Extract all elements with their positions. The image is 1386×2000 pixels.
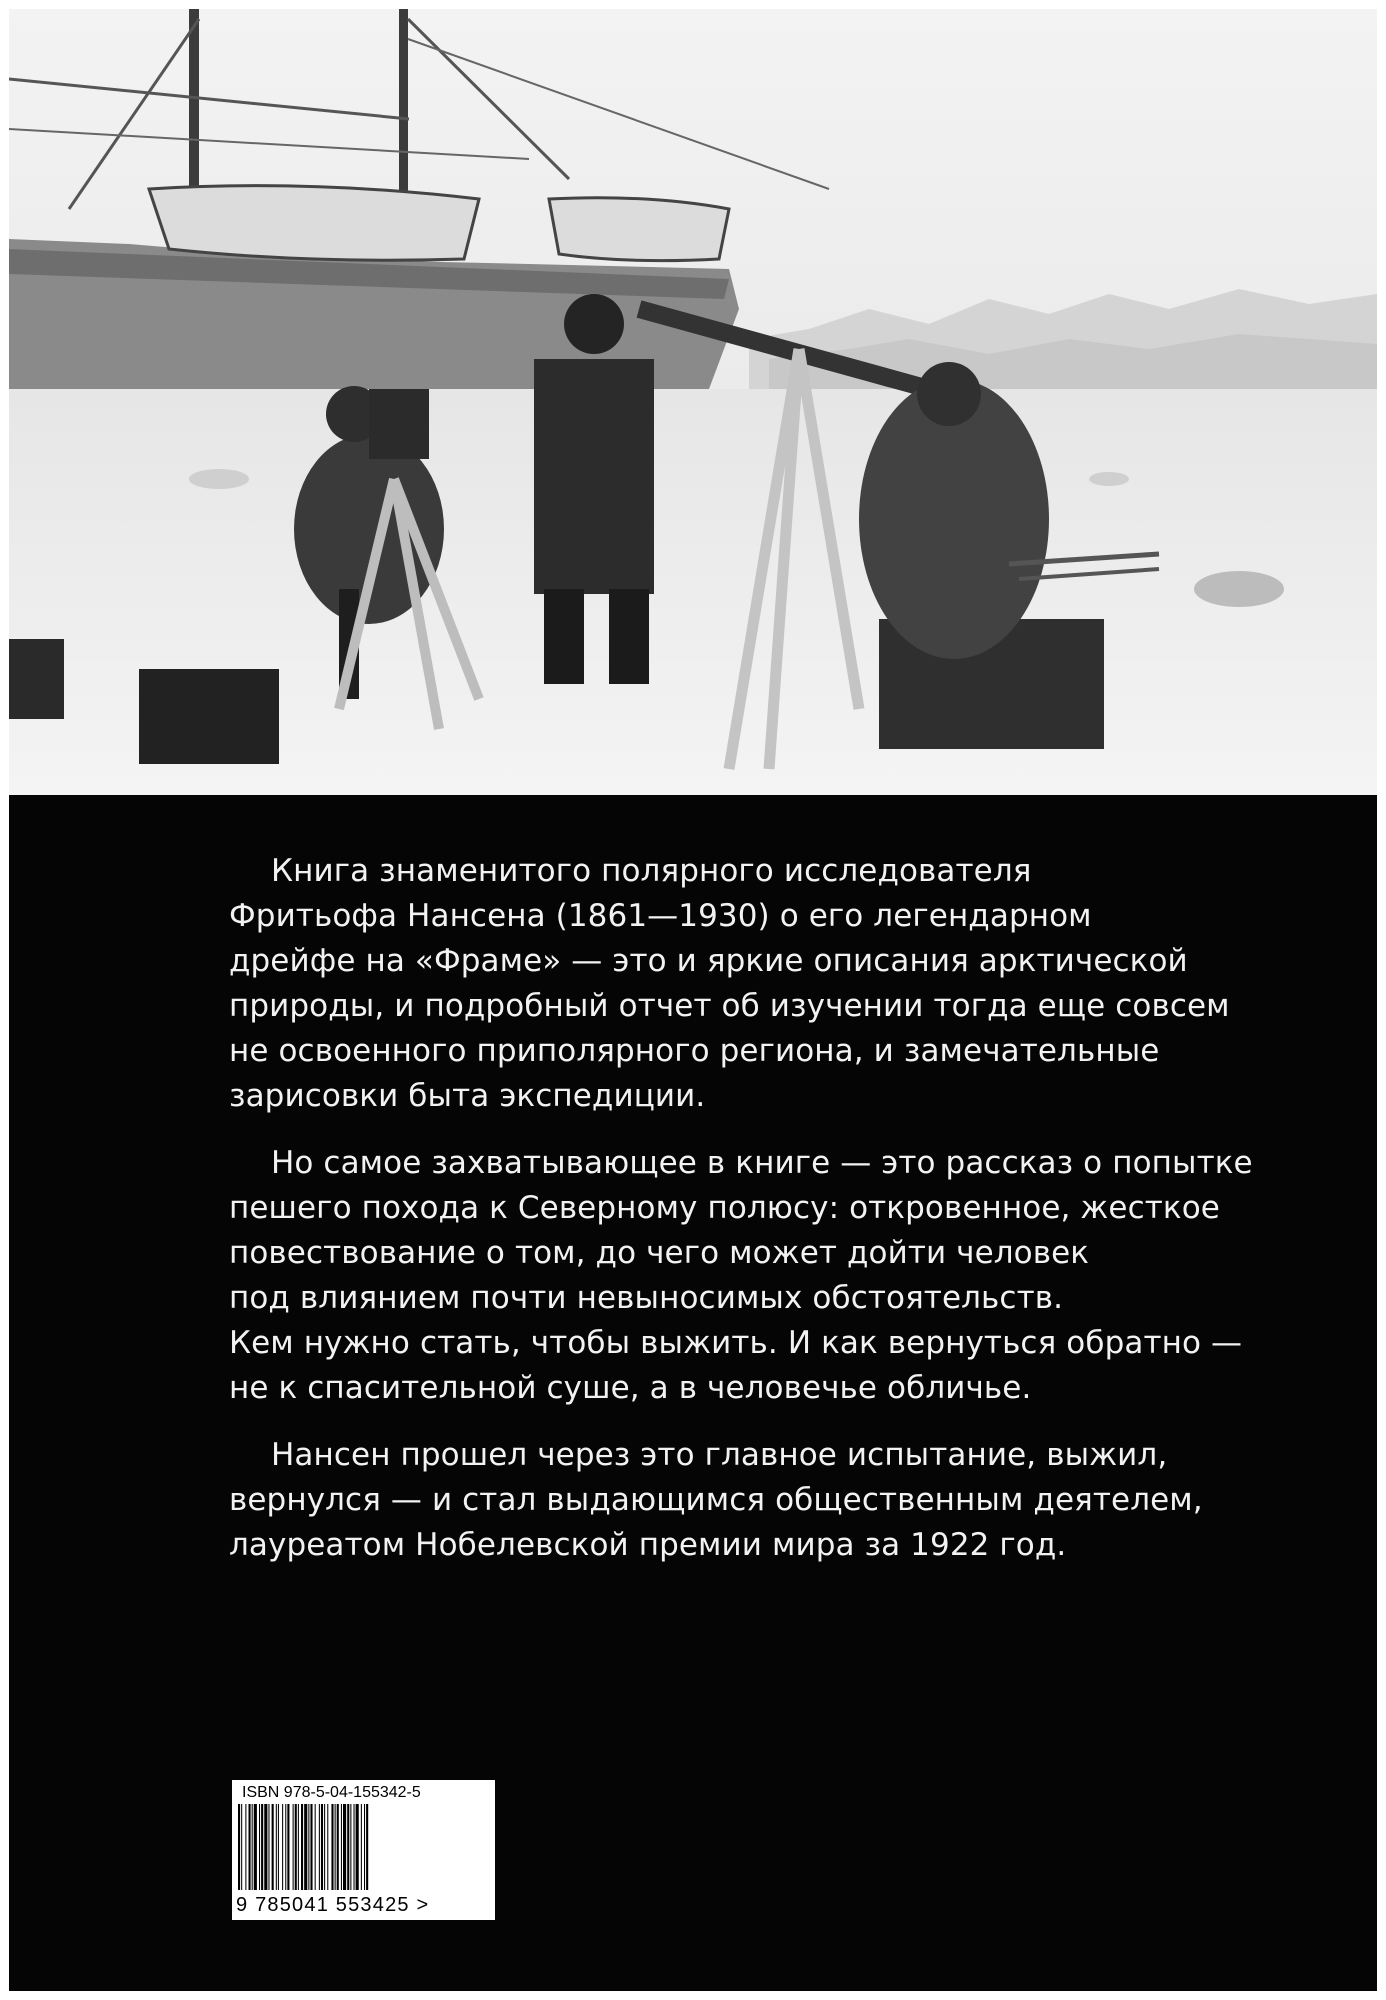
barcode-bar — [301, 1804, 303, 1890]
barcode-bar — [321, 1804, 323, 1890]
description-paragraph-1 — [229, 849, 1309, 1119]
isbn-barcode — [232, 1780, 495, 1920]
barcode-bar — [293, 1804, 294, 1890]
barcode-bar — [272, 1804, 274, 1890]
description-line: Книга знаменитого полярного исследователя — [271, 853, 1032, 889]
barcode-bar — [264, 1804, 267, 1890]
barcode-bar — [241, 1804, 242, 1890]
barcode-bar — [249, 1804, 251, 1890]
description-paragraph-3 — [229, 1433, 1309, 1568]
description-line: пешего похода к Северному полюсу: откровенное, жесткое — [229, 1190, 1220, 1226]
description-line: Но самое захватывающее в книге — это рассказ о попытке — [271, 1145, 1253, 1181]
barcode-bar — [366, 1804, 368, 1890]
barcode-bar — [238, 1804, 240, 1890]
barcode-bar — [245, 1804, 246, 1890]
barcode-bar — [319, 1804, 320, 1890]
barcode-bar — [315, 1804, 316, 1890]
barcode-bar — [282, 1804, 283, 1890]
barcode-bar — [276, 1804, 277, 1890]
barcode-bar — [364, 1804, 365, 1890]
expedition-photo-illustration — [9, 9, 1377, 795]
description-line: природы, и подробный отчет об изучении тогда еще совсем — [229, 988, 1230, 1024]
description-line: вернулся — и стал выдающимся общественным деятелем, — [229, 1482, 1203, 1518]
description-line: не освоенного приполярного региона, и замечательные — [229, 1033, 1160, 1069]
barcode-bar — [356, 1804, 359, 1890]
barcode-bar — [259, 1804, 260, 1890]
description-line: не к спасительной суше, а в человечье обличье. — [229, 1370, 1032, 1406]
barcode-bar — [327, 1804, 328, 1890]
description-line: под влиянием почти невыносимых обстоятельств. — [229, 1280, 1064, 1316]
barcode-bar — [354, 1804, 355, 1890]
barcode-bar — [331, 1804, 333, 1890]
barcode-bar — [337, 1804, 339, 1890]
description-line: Кем нужно стать, чтобы выжить. И как вернуться обратно — — [229, 1325, 1243, 1361]
description-line: Нансен прошел через это главное испытание, выжил, — [271, 1437, 1168, 1473]
description-line: Фритьофа Нансена (1861—1930) о его легендарном — [229, 898, 1092, 934]
barcode-bar — [298, 1804, 299, 1890]
barcode-bar — [324, 1804, 325, 1890]
barcode-bar — [350, 1804, 351, 1890]
barcode-digits: 9 785041 553425 > — [236, 1894, 430, 1916]
barcode-bar — [261, 1804, 263, 1890]
barcode-bar — [252, 1804, 253, 1890]
description-line: зарисовки быта экспедиции. — [229, 1078, 706, 1114]
barcode-bar — [310, 1804, 312, 1890]
book-back-cover — [9, 9, 1377, 1991]
barcode-bars — [236, 1804, 491, 1892]
barcode-bar — [287, 1804, 289, 1890]
barcode-bar — [304, 1804, 307, 1890]
book-description — [229, 849, 1309, 1590]
barcode-bar — [347, 1804, 349, 1890]
barcode-bar — [335, 1804, 336, 1890]
barcode-bar — [308, 1804, 309, 1890]
expedition-photo — [9, 9, 1377, 795]
barcode-bar — [341, 1804, 342, 1890]
isbn-number: ISBN 978-5-04-155342-5 — [242, 1784, 421, 1801]
description-line: повествование о том, до чего может дойти человек — [229, 1235, 1090, 1271]
barcode-bar — [343, 1804, 346, 1890]
barcode-bar — [361, 1804, 362, 1890]
description-paragraph-2 — [229, 1141, 1309, 1411]
barcode-bar — [268, 1804, 269, 1890]
barcode-bar — [295, 1804, 297, 1890]
barcode-bar — [254, 1804, 257, 1890]
description-line: лауреатом Нобелевской премии мира за 1922 год. — [229, 1527, 1067, 1563]
barcode-bar — [278, 1804, 279, 1890]
description-line: дрейфе на «Фраме» — это и яркие описания арктической — [229, 943, 1188, 979]
barcode-bar — [285, 1804, 286, 1890]
